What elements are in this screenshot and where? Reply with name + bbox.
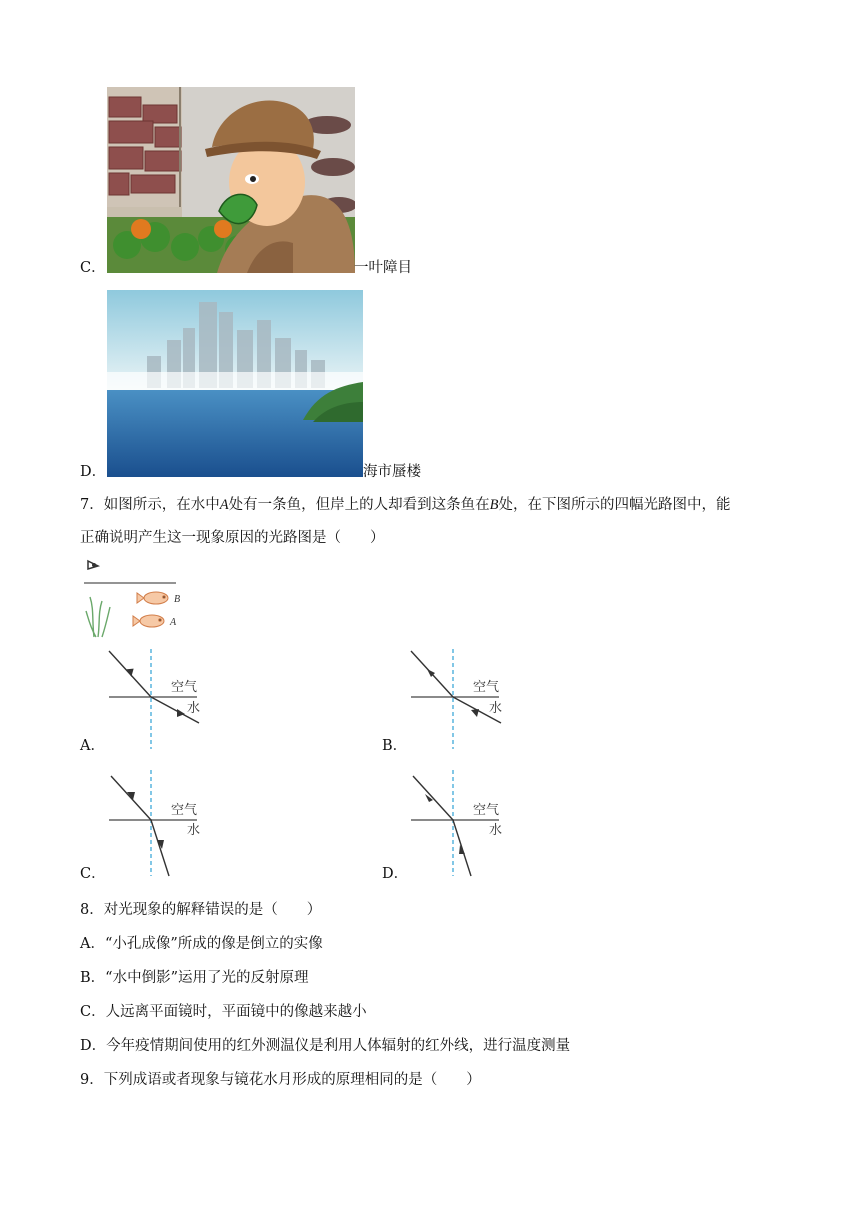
q8-stem: 8．对光现象的解释错误的是（ ） [80,902,322,918]
q7-stem-line1: 7．如图所示，在水中A处有一条鱼，但岸上的人却看到这条鱼在B处，在下图所示的四幅光路图中，能 [80,497,731,513]
option-d-letter: D． [80,464,107,480]
water-label: 水 [489,701,503,716]
air-label: 空气 [473,803,500,818]
eye-icon [88,561,98,569]
diagram-b-letter: B． [382,738,408,754]
fish-label-b: B [174,594,181,605]
q8-option-c: C．人远离平面镜时，平面镜中的像越来越小 [80,1004,367,1020]
q8-option-b: B．“水中倒影”运用了光的反射原理 [80,970,309,986]
ray-in-water [453,820,471,876]
diagram-d [407,768,507,880]
option-c-letter: C． [80,260,106,276]
fish-real-a [133,615,164,627]
option-d-image [107,290,363,477]
point-b-label: B [489,497,499,513]
diagram-a [105,647,205,752]
arrow-mark [471,709,479,717]
leaf-over-eye-illustration [107,87,355,273]
q9-stem: 9．下列成语或者现象与镜花水月形成的原理相同的是（ ） [80,1072,481,1088]
q7-stem-line2: 正确说明产生这一现象原因的光路图是（ ） [80,530,385,546]
q8-option-d: D．今年疫情期间使用的红外测温仪是利用人体辐射的红外线，进行温度测量 [80,1038,571,1054]
diagram-c-letter: C． [80,866,106,882]
diagram-d-letter: D． [382,866,409,882]
mirage-city-illustration [107,290,363,477]
water-label: 水 [187,701,201,716]
water-plant-icon [86,597,110,637]
option-c-caption: 一叶障目 [354,260,412,276]
incident-ray [111,776,151,820]
ray-in-air [413,776,453,820]
option-c-image [107,87,355,273]
arrow-mark [425,794,433,802]
fish-label-a: A [170,617,177,628]
diagram-c [105,768,205,880]
option-d-caption: 海市蜃楼 [363,464,421,480]
arrow-mark [127,669,135,678]
air-label: 空气 [171,803,198,818]
air-label: 空气 [171,680,198,695]
water-label: 水 [489,823,503,838]
diagram-b [407,647,507,752]
diagram-a-letter: A． [80,738,105,754]
fish-image-b [137,592,168,604]
q7-scene-figure [80,555,190,640]
point-a-label: A [219,497,229,513]
refracted-ray [151,820,169,876]
arrow-mark [177,709,185,717]
water-label: 水 [187,823,201,838]
q8-option-a: A．“小孔成像”所成的像是倒立的实像 [80,936,323,952]
air-label: 空气 [473,680,500,695]
